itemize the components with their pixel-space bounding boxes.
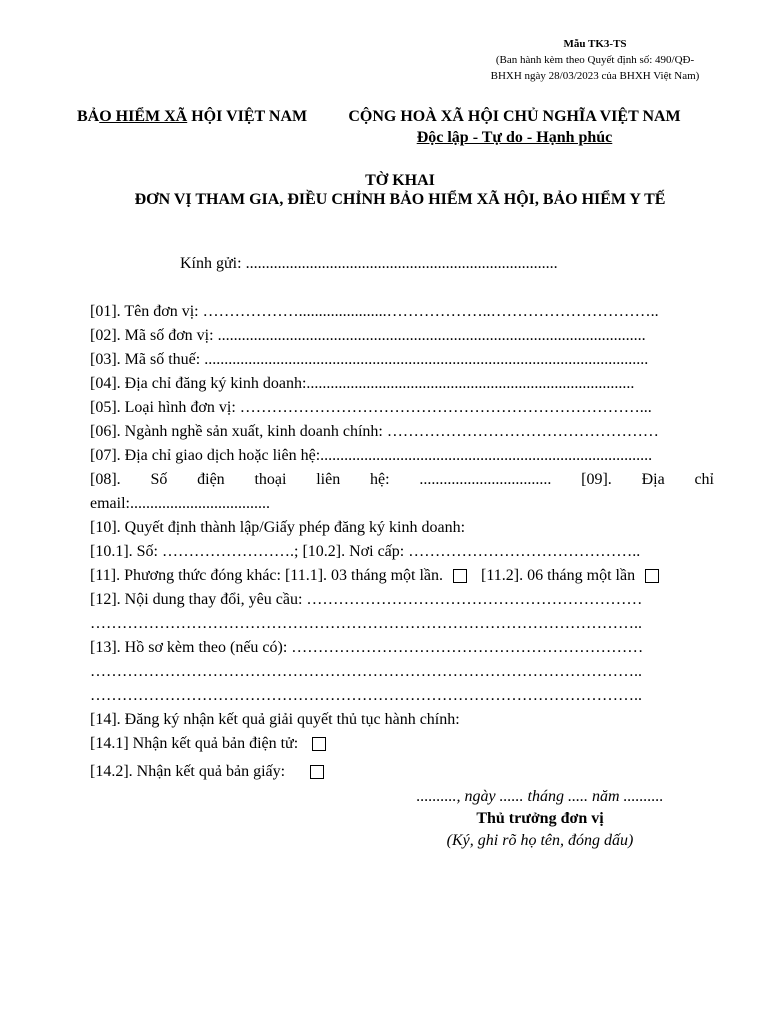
field-02-unit-code[interactable]: [02]. Mã số đơn vị: ...........................................................................................................: [90, 327, 646, 344]
field-08-word: liên: [316, 471, 341, 488]
field-08-09-phone-email[interactable]: [90, 468, 714, 492]
nation-header: [318, 108, 711, 147]
field-11-1-label: [11]. Phương thức đóng khác: [11.1]. 03 tháng một lần.: [90, 567, 444, 584]
field-14-2-label: [14.2]. Nhận kết quả bản giấy:: [90, 763, 286, 780]
field-08-word: Số: [150, 471, 168, 488]
field-14-2-paper: [90, 760, 714, 784]
form-code-block: [420, 36, 768, 84]
field-11-payment-method: [90, 564, 714, 588]
document-title: [0, 171, 768, 209]
field-11-2-label: [11.2]. 06 tháng một lần: [481, 567, 636, 584]
form-code: Mẫu TK3-TS: [563, 38, 627, 50]
field-05-unit-type[interactable]: [05]. Loại hình đơn vị: …………………………………………………………………...: [90, 399, 652, 416]
agency-name-part-3: HỘI VIỆT NAM: [187, 108, 308, 125]
nation-motto: Độc lập - Tự do - Hạnh phúc: [416, 129, 613, 146]
recipient-line: Kính gửi: ..............................................................................: [180, 255, 558, 272]
field-14-1-electronic: [90, 732, 714, 756]
field-01-unit-name[interactable]: [01]. Tên đơn vị: ………………......................………………..…………………………..: [90, 303, 659, 320]
field-09-word: Địa: [641, 471, 665, 488]
field-08-word: [08].: [90, 471, 121, 488]
field-09-email[interactable]: email:...................................: [90, 495, 270, 512]
field-08-phone-blank[interactable]: .................................: [419, 471, 552, 488]
agency-name: [77, 108, 307, 126]
form-fields: [90, 300, 714, 784]
signature-role: Thủ trưởng đơn vị: [476, 810, 604, 827]
field-13-attachments[interactable]: [13]. Hồ sơ kèm theo (nếu có): …………………………………………………………: [90, 639, 644, 656]
form-issued-line-2: BHXH ngày 28/03/2023 của BHXH Việt Nam): [490, 70, 700, 82]
document-title-line-2: ĐƠN VỊ THAM GIA, ĐIỀU CHỈNH BẢO HIỂM XÃ HỘI, BẢO HIỂM Y TẾ: [134, 191, 666, 208]
field-03-tax-code[interactable]: [03]. Mã số thuế: ...............................................................................................................: [90, 351, 649, 368]
field-14-2-checkbox[interactable]: [310, 765, 324, 779]
field-13-continuation[interactable]: …………………………………………………………………………………………..: [90, 663, 642, 680]
field-12-change-content[interactable]: [12]. Nội dung thay đổi, yêu cầu: ………………………………………………………: [90, 591, 643, 608]
field-09-word: [09].: [581, 471, 612, 488]
field-14-result-registration: [14]. Đăng ký nhận kết quả giải quyết thủ tục hành chính:: [90, 711, 460, 728]
field-13-continuation[interactable]: …………………………………………………………………………………………..: [90, 687, 642, 704]
document-title-line-1: TỜ KHAI: [365, 172, 435, 189]
field-10-establishment-decision: [10]. Quyết định thành lập/Giấy phép đăng ký kinh doanh:: [90, 519, 466, 536]
field-12-continuation[interactable]: …………………………………………………………………………………………..: [90, 615, 642, 632]
agency-name-part-1: BẢ: [77, 108, 100, 125]
form-issued-line-1: (Ban hành kèm theo Quyết định số: 490/QĐ-: [495, 54, 695, 66]
field-07-contact-address[interactable]: [07]. Địa chỉ giao dịch hoặc liên hệ:...................................................................................: [90, 447, 653, 464]
field-08-word: điện: [197, 471, 225, 488]
signature-date: .........., ngày ...... tháng ..... năm ..........: [416, 788, 664, 805]
signature-block: [360, 786, 720, 852]
field-10-number-and-issuer[interactable]: [10.1]. Số: …………………….; [10.2]. Nơi cấp: ……………………………………..: [90, 543, 641, 560]
nation-name: CỘNG HOÀ XÃ HỘI CHỦ NGHĨA VIỆT NAM: [348, 108, 681, 125]
field-04-business-address[interactable]: [04]. Địa chỉ đăng ký kinh doanh:..................................................................................: [90, 375, 635, 392]
field-11-2-checkbox[interactable]: [645, 569, 659, 583]
field-06-business-sector[interactable]: [06]. Ngành nghề sản xuất, kinh doanh chính: ……………………………………………: [90, 423, 659, 440]
field-08-word: thoại: [254, 471, 287, 488]
agency-name-part-2: O HIỂM XÃ: [99, 108, 188, 125]
field-14-1-checkbox[interactable]: [312, 737, 326, 751]
field-09-word: chỉ: [694, 471, 714, 488]
signature-hint: (Ký, ghi rõ họ tên, đóng dấu): [446, 832, 634, 849]
field-08-word: hệ:: [370, 471, 390, 488]
field-11-1-checkbox[interactable]: [453, 569, 467, 583]
field-14-1-label: [14.1] Nhận kết quả bản điện tử:: [90, 735, 299, 752]
